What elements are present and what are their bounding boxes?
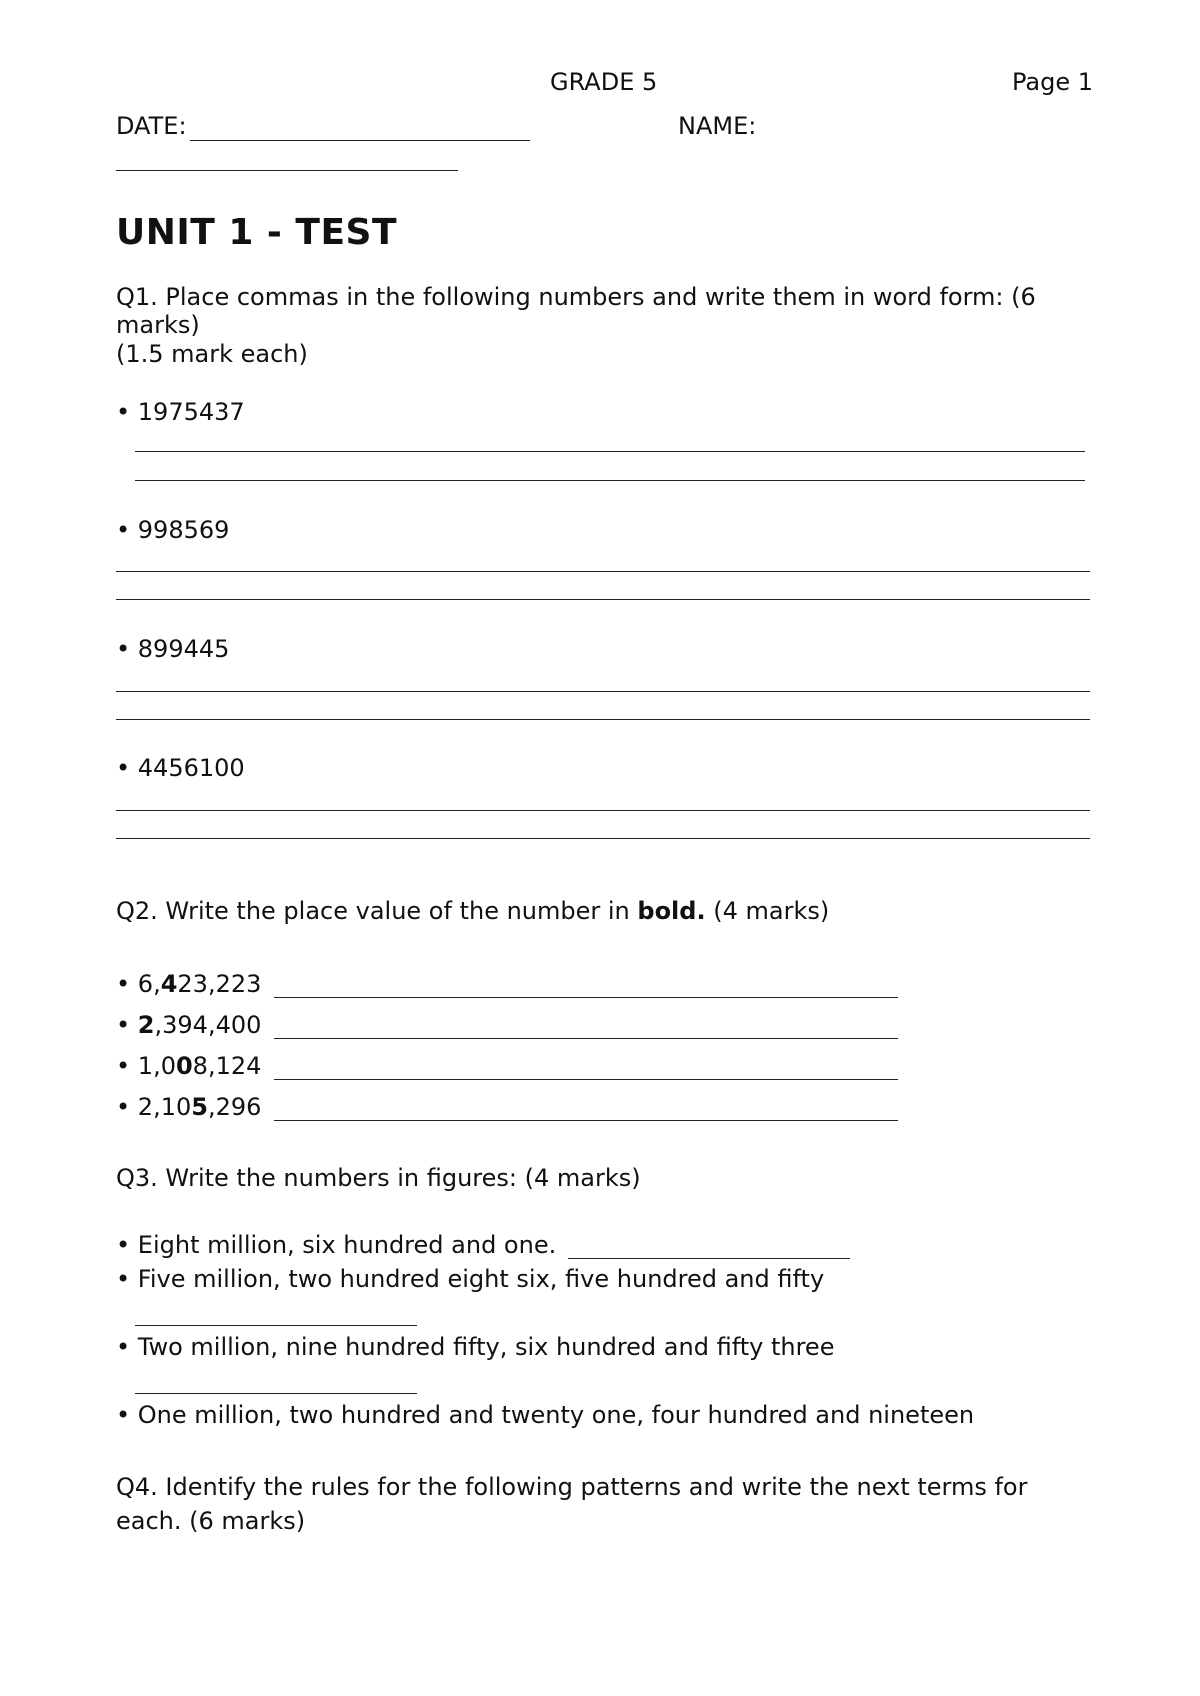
q3-item: • Five million, two hundred eight six, five hundred and fifty (116, 1265, 825, 1293)
bold-digit: 0 (175, 1052, 193, 1080)
number-part: 2,10 (137, 1093, 192, 1121)
bullet: • (116, 1052, 138, 1080)
grade-label: GRADE 5 (550, 68, 658, 96)
page-number: Page 1 (1012, 68, 1093, 96)
answer-line[interactable] (116, 838, 1090, 839)
answer-line[interactable] (568, 1258, 850, 1259)
answer-line[interactable] (135, 451, 1085, 452)
bold-digit: 5 (191, 1093, 208, 1121)
q2-prompt (116, 897, 829, 925)
name-answer-line[interactable] (116, 170, 458, 171)
q2-item (116, 1052, 261, 1080)
q2-item (116, 970, 261, 998)
q3-item: • Eight million, six hundred and one. (116, 1231, 557, 1259)
number-part: 6, (137, 970, 161, 998)
date-answer-line[interactable] (190, 140, 530, 141)
q3-prompt: Q3. Write the numbers in figures: (4 marks) (116, 1164, 641, 1192)
answer-line[interactable] (135, 1393, 417, 1394)
date-label: DATE: (116, 112, 187, 140)
number-part: 1,0 (137, 1052, 176, 1080)
q2-prompt-text: Q2. Write the place value of the number in (116, 897, 638, 925)
bold-digit: 4 (160, 970, 178, 998)
page-title: UNIT 1 - TEST (116, 212, 398, 253)
bold-digit: 2 (137, 1011, 155, 1039)
q1-item: • 899445 (116, 635, 230, 663)
number-part: ,394,400 (154, 1011, 262, 1039)
q1-item: • 4456100 (116, 754, 245, 782)
answer-line[interactable] (274, 1079, 898, 1080)
q3-item: • One million, two hundred and twenty one, four hundred and nineteen (116, 1401, 975, 1429)
answer-line[interactable] (116, 599, 1090, 600)
number-part: ,296 (207, 1093, 262, 1121)
answer-line[interactable] (116, 810, 1090, 811)
name-label: NAME: (678, 112, 757, 140)
q1-subnote: (1.5 mark each) (116, 340, 308, 368)
answer-line[interactable] (135, 1325, 417, 1326)
number-part: 8,124 (192, 1052, 262, 1080)
answer-line[interactable] (116, 719, 1090, 720)
bullet: • (116, 1093, 138, 1121)
bullet: • (116, 970, 138, 998)
q1-prompt: Q1. Place commas in the following numbers and write them in word form: (6 marks) (116, 283, 1036, 339)
answer-line[interactable] (274, 997, 898, 998)
q2-item (116, 1011, 261, 1039)
answer-line[interactable] (116, 571, 1090, 572)
q2-prompt-bold: bold. (637, 897, 706, 925)
answer-line[interactable] (116, 691, 1090, 692)
q2-item (116, 1093, 261, 1121)
number-part: 23,223 (177, 970, 262, 998)
q1-item: • 1975437 (116, 398, 245, 426)
q2-prompt-marks: (4 marks) (705, 897, 830, 925)
q1-item: • 998569 (116, 516, 230, 544)
answer-line[interactable] (135, 480, 1085, 481)
q4-prompt: Q4. Identify the rules for the following patterns and write the next terms for each. (6 marks) (116, 1473, 1028, 1535)
q3-item: • Two million, nine hundred fifty, six hundred and fifty three (116, 1333, 835, 1361)
answer-line[interactable] (274, 1120, 898, 1121)
bullet: • (116, 1011, 138, 1039)
answer-line[interactable] (274, 1038, 898, 1039)
